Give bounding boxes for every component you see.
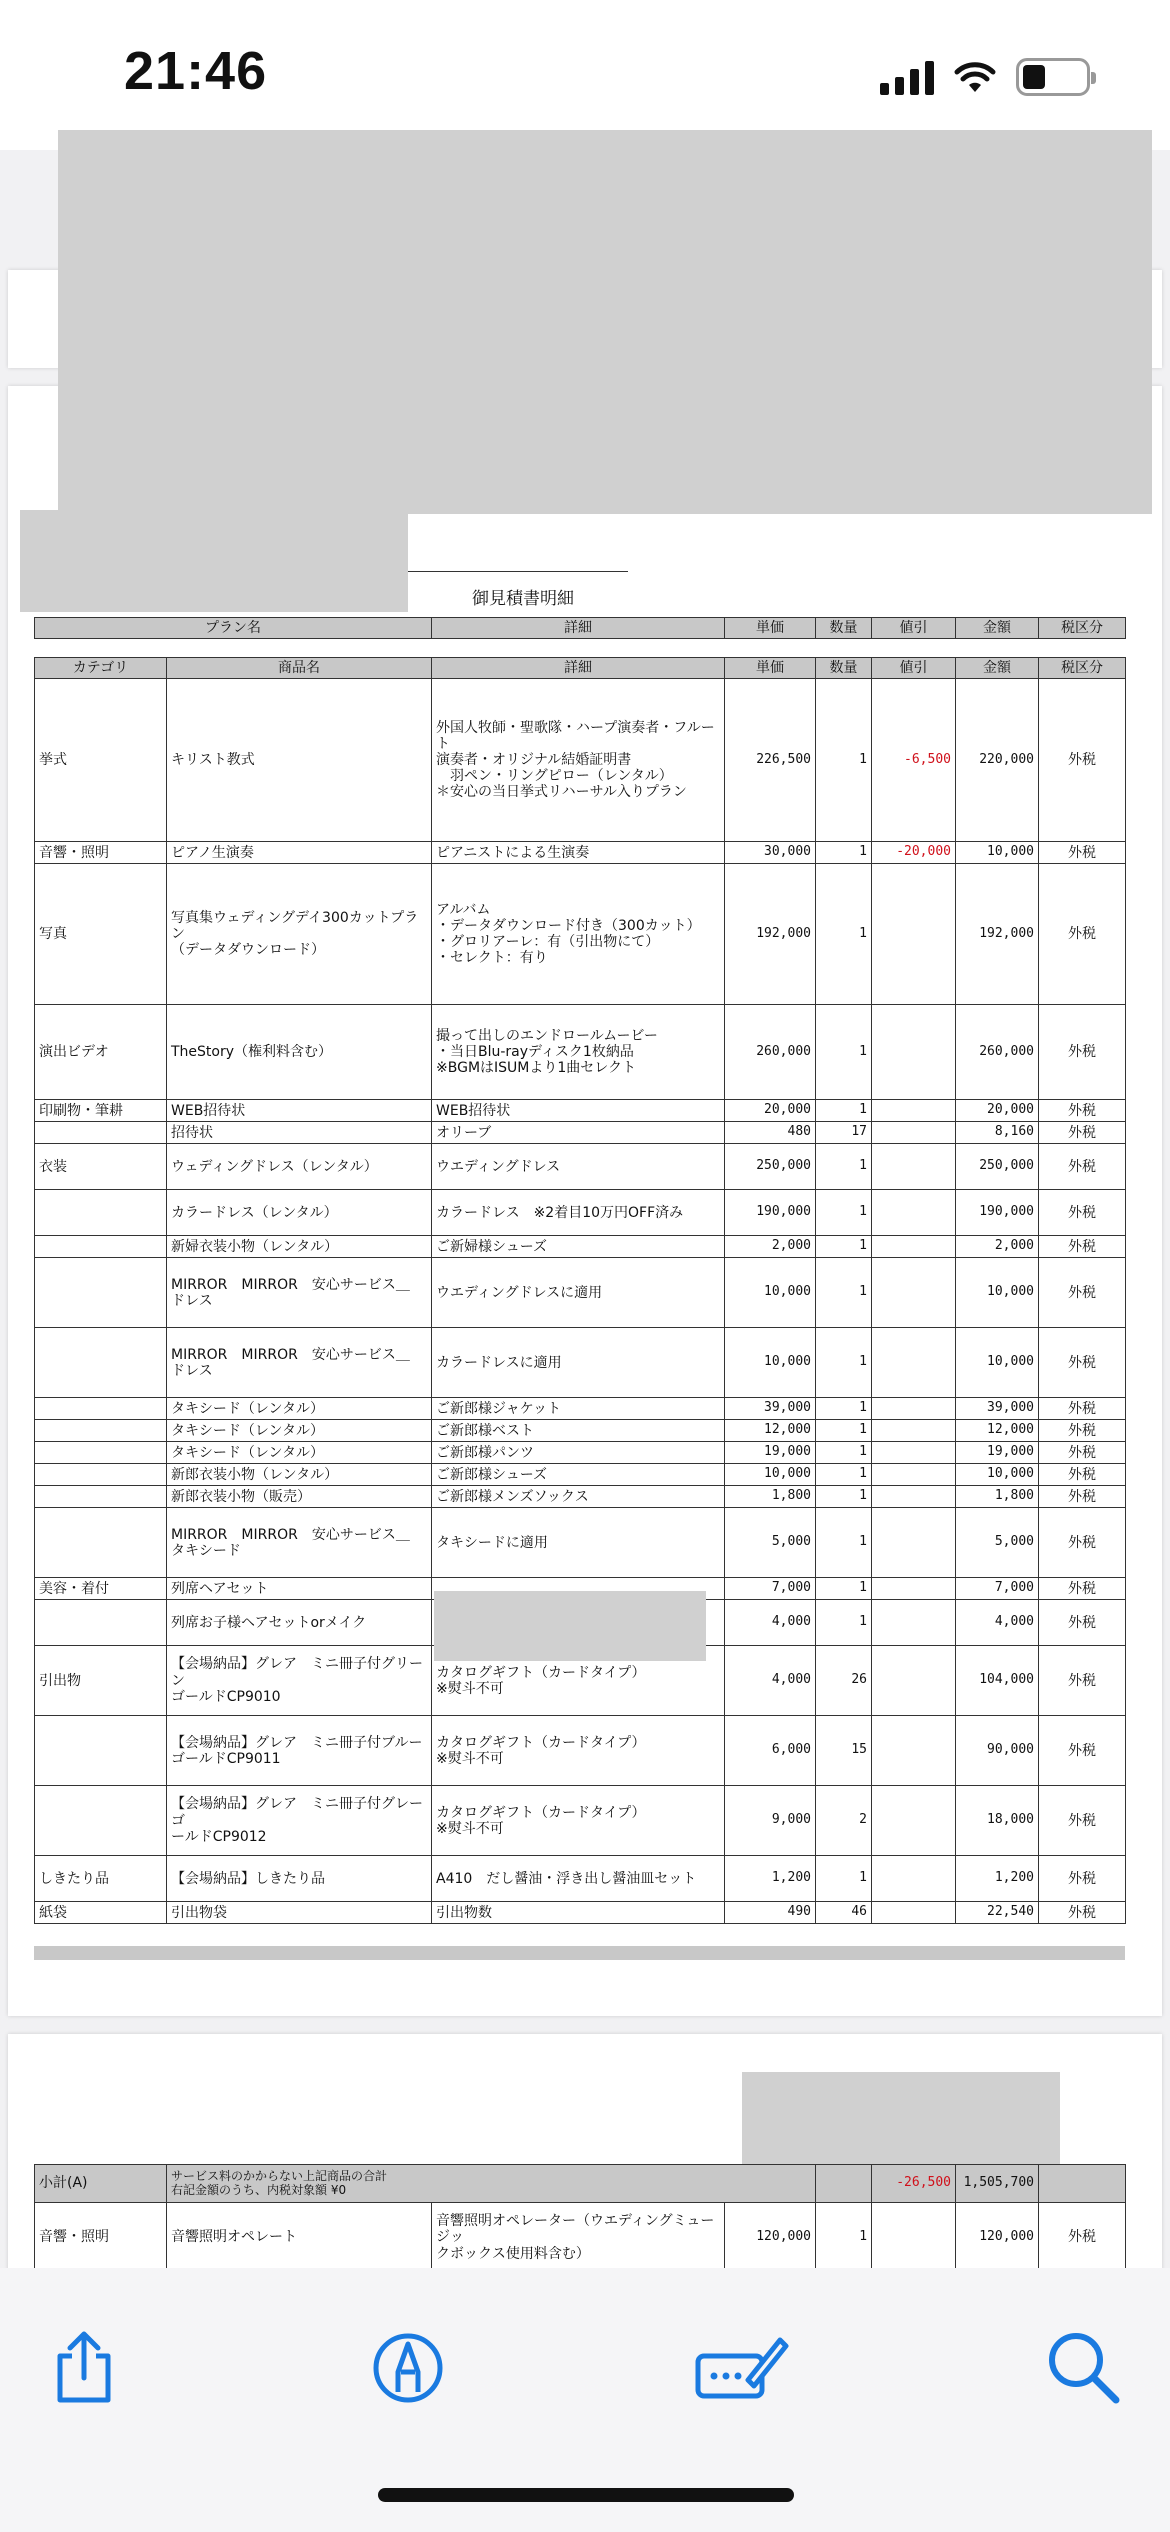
tax-cell: 外税 [1039,1190,1126,1236]
qty-cell: 1 [816,1600,872,1646]
table-row [35,1786,1126,1856]
product-cell: TheStory（権利料含む） [167,1005,432,1100]
discount-cell [872,1856,956,1902]
unit-price-cell: 1,200 [725,1856,816,1902]
category-cell [35,1486,167,1508]
discount-cell [872,1486,956,1508]
qty-cell: 26 [816,1646,872,1716]
redacted-stamp-block [742,2072,1060,2164]
discount-cell: -20,000 [872,842,956,864]
subtotal-detail: サービス料のかからない上記商品の合計 右記金額のうち、内税対象額 ¥0 [167,2165,816,2203]
product-cell: キリスト教式 [167,679,432,842]
detail-cell: ご新婦様シューズ [432,1236,725,1258]
unit-price-cell: 480 [725,1122,816,1144]
category-cell: 引出物 [35,1646,167,1716]
detail-cell: ご新郎様シューズ [432,1464,725,1486]
detail-cell: 音響照明オペレーター（ウエディングミュージッ クボックス使用料含む） [432,2203,725,2273]
tax-cell: 外税 [1039,1420,1126,1442]
tax-cell: 外税 [1039,1578,1126,1600]
table-row [35,1005,1126,1100]
table-row [35,1486,1126,1508]
tax-cell: 外税 [1039,1398,1126,1420]
table-row [35,1442,1126,1464]
category-cell [35,1464,167,1486]
discount-cell [872,1902,956,1924]
amount-cell: 104,000 [956,1646,1039,1716]
col-product: 商品名 [167,658,432,679]
amount-cell: 20,000 [956,1100,1039,1122]
unit-price-cell: 19,000 [725,1442,816,1464]
tax-cell: 外税 [1039,842,1126,864]
unit-price-cell: 30,000 [725,842,816,864]
tax-cell: 外税 [1039,1236,1126,1258]
discount-cell [872,1100,956,1122]
subtotal-discount: -26,500 [872,2165,956,2203]
category-cell: 写真 [35,864,167,1005]
unit-price-cell: 6,000 [725,1716,816,1786]
unit-price-cell: 192,000 [725,864,816,1005]
table-row [35,1902,1126,1924]
discount-cell [872,1646,956,1716]
amount-cell: 220,000 [956,679,1039,842]
col-amount: 金額 [956,658,1039,679]
search-icon[interactable] [1042,2326,1122,2406]
detail-cell: カラードレスに適用 [432,1328,725,1398]
discount-cell [872,1600,956,1646]
discount-cell [872,1578,956,1600]
qty-cell: 1 [816,1578,872,1600]
qty-cell: 46 [816,1902,872,1924]
product-cell: 写真集ウェディングデイ300カットプラン （データダウンロード） [167,864,432,1005]
discount-cell [872,1508,956,1578]
category-cell [35,1716,167,1786]
unit-price-cell: 7,000 [725,1578,816,1600]
table-row [35,1420,1126,1442]
product-cell: 音響照明オペレート [167,2203,432,2273]
amount-cell: 18,000 [956,1786,1039,1856]
amount-cell: 120,000 [956,2203,1039,2273]
table-row [35,1122,1126,1144]
product-cell: カラードレス（レンタル） [167,1190,432,1236]
detail-cell: ウエディングドレスに適用 [432,1258,725,1328]
table-row [35,1100,1126,1122]
table-row [35,1508,1126,1578]
redacted-address-block [20,510,408,612]
unit-price-cell: 10,000 [725,1328,816,1398]
tax-cell: 外税 [1039,1786,1126,1856]
qty-cell: 1 [816,1508,872,1578]
detail-cell: ピアニストによる生演奏 [432,842,725,864]
amount-cell: 7,000 [956,1578,1039,1600]
status-time: 21:46 [124,41,268,101]
unit-price-cell: 20,000 [725,1100,816,1122]
amount-cell: 260,000 [956,1005,1039,1100]
detail-cell: カタログギフト（カードタイプ） ※熨斗不可 [432,1646,725,1716]
detail-cell: ご新郎様ジャケット [432,1398,725,1420]
category-cell [35,1442,167,1464]
qty-cell: 2 [816,1786,872,1856]
unit-price-cell: 9,000 [725,1786,816,1856]
amount-cell: 12,000 [956,1420,1039,1442]
share-icon[interactable] [44,2326,124,2406]
amount-cell: 4,000 [956,1600,1039,1646]
signature-icon[interactable] [692,2326,792,2406]
qty-cell: 1 [816,1190,872,1236]
table-row [35,679,1126,842]
tax-cell: 外税 [1039,1646,1126,1716]
amount-cell: 90,000 [956,1716,1039,1786]
category-cell [35,1122,167,1144]
plan-header-plan-name: プラン名 [35,618,432,639]
amount-cell: 10,000 [956,1328,1039,1398]
qty-cell: 1 [816,1856,872,1902]
amount-cell: 10,000 [956,842,1039,864]
tax-cell: 外税 [1039,1600,1126,1646]
unit-price-cell: 120,000 [725,2203,816,2273]
detail-cell: タキシードに適用 [432,1508,725,1578]
table-row [35,1190,1126,1236]
category-cell: 音響・照明 [35,2203,167,2273]
category-cell: 音響・照明 [35,842,167,864]
table-row [35,864,1126,1005]
category-cell: 印刷物・筆耕 [35,1100,167,1122]
product-cell: タキシード（レンタル） [167,1420,432,1442]
amount-cell: 39,000 [956,1398,1039,1420]
col-detail: 詳細 [432,658,725,679]
amount-cell: 8,160 [956,1122,1039,1144]
product-cell: 招待状 [167,1122,432,1144]
plan-header-detail: 詳細 [432,618,725,639]
product-cell: 列席ヘアセット [167,1578,432,1600]
product-cell: タキシード（レンタル） [167,1442,432,1464]
discount-cell [872,1420,956,1442]
redacted-header-block [58,130,1152,514]
table-row [35,1398,1126,1420]
amount-cell: 2,000 [956,1236,1039,1258]
category-cell [35,1420,167,1442]
product-cell: 【会場納品】グレア ミニ冊子付ブルー ゴールドCP9011 [167,1716,432,1786]
detail-cell: A410 だし醤油・浮き出し醤油皿セット [432,1856,725,1902]
status-bar [0,0,1170,150]
qty-cell: 1 [816,1100,872,1122]
category-cell [35,1190,167,1236]
items-table [34,657,1126,1924]
qty-cell: 1 [816,1442,872,1464]
product-cell: 列席お子様ヘアセットorメイク [167,1600,432,1646]
category-cell: 挙式 [35,679,167,842]
table-cutoff-row [34,1946,1125,1960]
unit-price-cell: 4,000 [725,1646,816,1716]
product-cell: 新郎衣装小物（販売） [167,1486,432,1508]
status-icons [880,58,1090,96]
discount-cell [872,864,956,1005]
category-cell [35,1258,167,1328]
table-row [35,1328,1126,1398]
title-underline [408,571,628,572]
product-cell: WEB招待状 [167,1100,432,1122]
unit-price-cell: 250,000 [725,1144,816,1190]
table-row [35,1716,1126,1786]
plan-header-tax: 税区分 [1039,618,1126,639]
qty-cell: 17 [816,1122,872,1144]
discount-cell [872,2203,956,2273]
amount-cell: 1,800 [956,1486,1039,1508]
qty-cell: 1 [816,679,872,842]
tax-cell: 外税 [1039,1258,1126,1328]
detail-cell: ご新郎様ベスト [432,1420,725,1442]
detail-cell: アルバム ・データダウンロード付き（300カット） ・グロリアーレ：有（引出物にて） ・セレクト：有り [432,864,725,1005]
markup-icon[interactable] [368,2326,448,2406]
plan-header-table [34,617,1126,639]
unit-price-cell: 39,000 [725,1398,816,1420]
tax-cell: 外税 [1039,1144,1126,1190]
detail-cell: カタログギフト（カードタイプ） ※熨斗不可 [432,1716,725,1786]
unit-price-cell: 490 [725,1902,816,1924]
unit-price-cell: 12,000 [725,1420,816,1442]
document-title: 御見積書明細 [472,589,574,609]
category-cell [35,1398,167,1420]
category-cell [35,1236,167,1258]
unit-price-cell: 226,500 [725,679,816,842]
qty-cell: 1 [816,864,872,1005]
col-qty: 数量 [816,658,872,679]
detail-cell: カタログギフト（カードタイプ） ※熨斗不可 [432,1786,725,1856]
table-row [35,1258,1126,1328]
detail-cell: オリーブ [432,1122,725,1144]
amount-cell: 5,000 [956,1508,1039,1578]
product-cell: MIRROR MIRROR 安心サービス＿ ドレス [167,1328,432,1398]
amount-cell: 250,000 [956,1144,1039,1190]
qty-cell: 1 [816,1236,872,1258]
product-cell: ウェディングドレス（レンタル） [167,1144,432,1190]
qty-cell: 1 [816,1144,872,1190]
category-cell [35,1328,167,1398]
product-cell: 【会場納品】グレア ミニ冊子付グレーゴ ールドCP9012 [167,1786,432,1856]
qty-cell: 1 [816,2203,872,2273]
col-tax: 税区分 [1039,658,1126,679]
unit-price-cell: 2,000 [725,1236,816,1258]
product-cell: 新婦衣装小物（レンタル） [167,1236,432,1258]
table-row [35,1144,1126,1190]
discount-cell [872,1716,956,1786]
detail-cell: ウエディングドレス [432,1144,725,1190]
discount-cell [872,1236,956,1258]
plan-header-unit-price: 単価 [725,618,816,639]
unit-price-cell: 5,000 [725,1508,816,1578]
category-cell [35,1786,167,1856]
detail-cell: 撮って出しのエンドロールムービー ・当日Blu-rayディスク1枚納品 ※BGMはISUMより1曲セレクト [432,1005,725,1100]
tax-cell: 外税 [1039,1005,1126,1100]
amount-cell: 19,000 [956,1442,1039,1464]
unit-price-cell: 1,800 [725,1486,816,1508]
discount-cell [872,1122,956,1144]
subtotal-row [35,2165,1126,2203]
amount-cell: 192,000 [956,864,1039,1005]
tax-cell: 外税 [1039,1464,1126,1486]
product-cell: MIRROR MIRROR 安心サービス＿ タキシード [167,1508,432,1578]
tax-cell: 外税 [1039,2203,1126,2273]
plan-header-qty: 数量 [816,618,872,639]
tax-cell: 外税 [1039,1100,1126,1122]
amount-cell: 1,200 [956,1856,1039,1902]
table-row [35,842,1126,864]
wifi-icon [954,60,996,94]
category-cell: 衣装 [35,1144,167,1190]
qty-cell: 1 [816,1486,872,1508]
tax-cell: 外税 [1039,864,1126,1005]
product-cell: 【会場納品】グレア ミニ冊子付グリーン ゴールドCP9010 [167,1646,432,1716]
qty-cell: 15 [816,1716,872,1786]
amount-cell: 22,540 [956,1902,1039,1924]
discount-cell [872,1144,956,1190]
subtotal-amount: 1,505,700 [956,2165,1039,2203]
product-cell: 引出物袋 [167,1902,432,1924]
battery-icon [1016,58,1090,96]
amount-cell: 190,000 [956,1190,1039,1236]
cellular-signal-icon [880,59,934,95]
product-cell: 新郎衣装小物（レンタル） [167,1464,432,1486]
redacted-beauty-detail [434,1591,706,1661]
amount-cell: 10,000 [956,1258,1039,1328]
category-cell [35,1508,167,1578]
qty-cell: 1 [816,842,872,864]
qty-cell: 1 [816,1005,872,1100]
qty-cell: 1 [816,1420,872,1442]
tax-cell: 外税 [1039,1508,1126,1578]
tax-cell: 外税 [1039,1328,1126,1398]
col-category: カテゴリ [35,658,167,679]
tax-cell: 外税 [1039,1716,1126,1786]
discount-cell [872,1442,956,1464]
tax-cell: 外税 [1039,1122,1126,1144]
detail-cell: ご新郎様パンツ [432,1442,725,1464]
unit-price-cell: 10,000 [725,1464,816,1486]
col-discount: 値引 [872,658,956,679]
col-unit-price: 単価 [725,658,816,679]
category-cell: しきたり品 [35,1856,167,1902]
tax-cell: 外税 [1039,679,1126,842]
product-cell: 【会場納品】しきたり品 [167,1856,432,1902]
detail-cell: 外国人牧師・聖歌隊・ハープ演奏者・フルート 演奏者・オリジナル結婚証明書 羽ペン・リングピロー（レンタル） ＊安心の当日挙式リハーサル入りプラン [432,679,725,842]
tax-cell: 外税 [1039,1902,1126,1924]
tax-cell: 外税 [1039,1442,1126,1464]
unit-price-cell: 4,000 [725,1600,816,1646]
qty-cell: 1 [816,1464,872,1486]
unit-price-cell: 10,000 [725,1258,816,1328]
tax-cell: 外税 [1039,1856,1126,1902]
category-cell: 美容・着付 [35,1578,167,1600]
plan-header-discount: 値引 [872,618,956,639]
discount-cell [872,1786,956,1856]
amount-cell: 10,000 [956,1464,1039,1486]
discount-cell: -6,500 [872,679,956,842]
plan-header-amount: 金額 [956,618,1039,639]
detail-cell: カラードレス ※2着目10万円OFF済み [432,1190,725,1236]
discount-cell [872,1328,956,1398]
category-cell: 紙袋 [35,1902,167,1924]
unit-price-cell: 190,000 [725,1190,816,1236]
table-row [35,1464,1126,1486]
table-row [35,2203,1126,2273]
qty-cell: 1 [816,1398,872,1420]
product-cell: ピアノ生演奏 [167,842,432,864]
qty-cell: 1 [816,1258,872,1328]
qty-cell: 1 [816,1328,872,1398]
discount-cell [872,1005,956,1100]
table-row [35,1236,1126,1258]
product-cell: MIRROR MIRROR 安心サービス＿ ドレス [167,1258,432,1328]
table-row [35,1856,1126,1902]
discount-cell [872,1398,956,1420]
home-indicator [378,2488,794,2502]
detail-cell: ご新郎様メンズソックス [432,1486,725,1508]
detail-cell: 引出物数 [432,1902,725,1924]
discount-cell [872,1258,956,1328]
unit-price-cell: 260,000 [725,1005,816,1100]
category-cell [35,1600,167,1646]
detail-cell: WEB招待状 [432,1100,725,1122]
tax-cell: 外税 [1039,1486,1126,1508]
discount-cell [872,1464,956,1486]
discount-cell [872,1190,956,1236]
product-cell: タキシード（レンタル） [167,1398,432,1420]
category-cell: 演出ビデオ [35,1005,167,1100]
subtotal-label: 小計(A) [35,2165,167,2203]
